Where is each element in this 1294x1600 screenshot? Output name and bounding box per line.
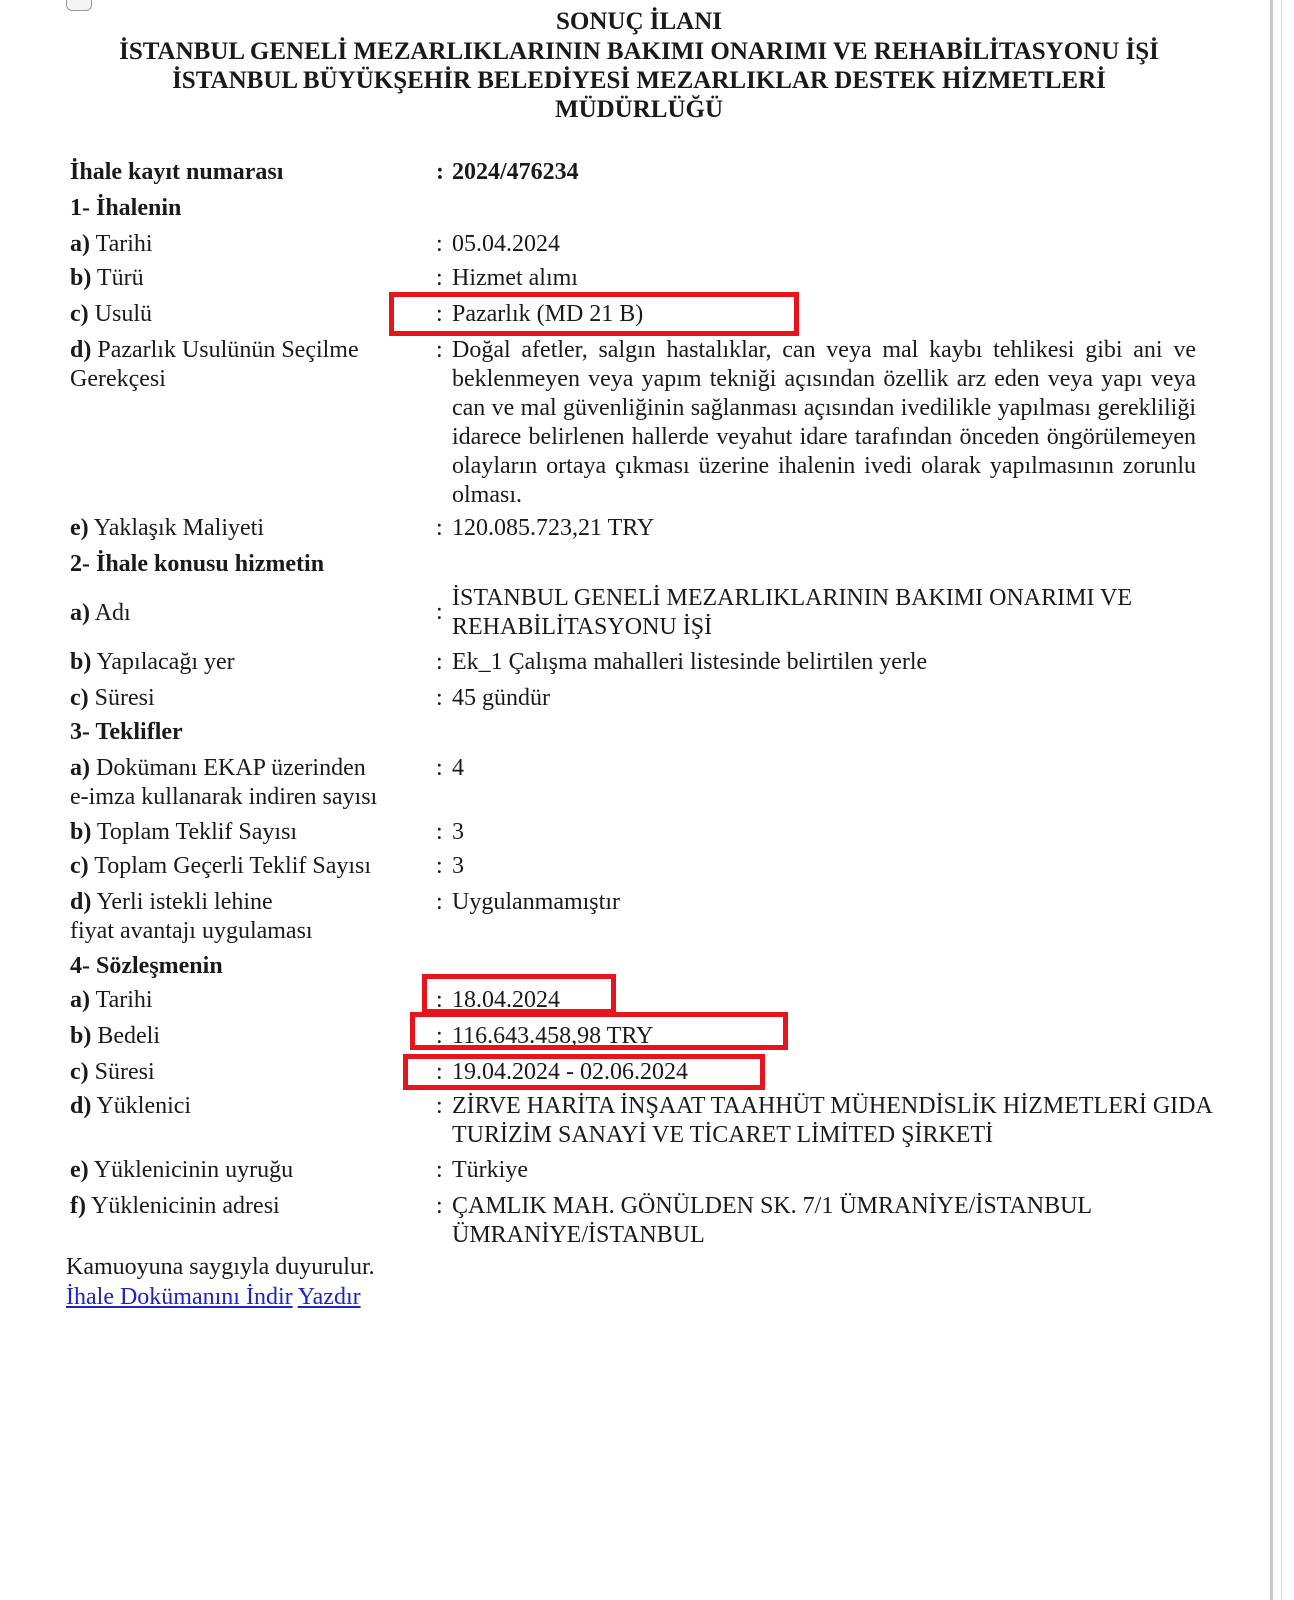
registry-label: İhale kayıt numarası bbox=[70, 159, 284, 185]
page-scroll-edge bbox=[1270, 0, 1294, 1600]
section-4-heading: 4- Sözleşmenin bbox=[70, 953, 223, 979]
s3-teklif-value: : 3 bbox=[436, 819, 464, 845]
section-3-heading: 3- Teklifler bbox=[70, 719, 183, 745]
s4-adres-label: f) Yüklenicinin adresi bbox=[70, 1193, 280, 1219]
footer-links bbox=[66, 1284, 361, 1311]
s1-maliyet-label: e) Yaklaşık Maliyeti bbox=[70, 515, 264, 541]
section-1-heading: 1- İhalenin bbox=[70, 195, 182, 221]
s1-gerekce-label: d) Pazarlık Usulünün Seçilme Gerekçesi bbox=[70, 337, 359, 392]
department-heading: MÜDÜRLÜĞÜ bbox=[554, 96, 724, 123]
s4-yuklenici-value: : ZİRVE HARİTA İNŞAAT TAAHHÜT MÜHENDİSLİK HİZMETLERİ GIDA TURİZİM SANAYİ VE TİCARET LİMİTED ŞİRKETİ bbox=[436, 1093, 1212, 1148]
s1-usulu-label: c) Usulü bbox=[70, 301, 152, 327]
s4-suresi-label: c) Süresi bbox=[70, 1059, 155, 1085]
s4-uyruk-label: e) Yüklenicinin uyruğu bbox=[70, 1157, 294, 1183]
s3-gecerli-value: : 3 bbox=[436, 853, 464, 879]
s1-turu-label: b) Türü bbox=[70, 265, 144, 291]
s3-avantaj-label: d) Yerli istekli lehine fiyat avantajı uygulaması bbox=[70, 889, 313, 944]
s2-yer-value: : Ek_1 Çalışma mahalleri listesinde belirtilen yerle bbox=[436, 649, 928, 675]
s1-maliyet-value: : 120.085.723,21 TRY bbox=[436, 515, 655, 541]
s3-avantaj-value: : Uygulanmamıştır bbox=[436, 889, 620, 915]
print-link[interactable]: Yazdır bbox=[297, 1284, 361, 1310]
section-2-heading: 2- İhale konusu hizmetin bbox=[70, 551, 325, 577]
s3-indiren-value: : 4 bbox=[436, 755, 464, 781]
s1-turu-value: : Hizmet alımı bbox=[436, 265, 578, 291]
s3-gecerli-label: c) Toplam Geçerli Teklif Sayısı bbox=[70, 853, 372, 879]
s4-tarihi-label: a) Tarihi bbox=[70, 987, 153, 1013]
announcement-title: SONUÇ İLANI bbox=[555, 8, 722, 35]
tender-name-heading: İSTANBUL GENELİ MEZARLIKLARININ BAKIMI ONARIMI VE REHABİLİTASYONU İŞİ bbox=[119, 38, 1159, 65]
registry-value: : 2024/476234 bbox=[436, 159, 579, 185]
closing-notice: Kamuoyuna saygıyla duyurulur. bbox=[66, 1254, 375, 1280]
s4-adres-value: : ÇAMLIK MAH. GÖNÜLDEN SK. 7/1 ÜMRANİYE/İSTANBUL ÜMRANİYE/İSTANBUL bbox=[436, 1193, 1092, 1248]
s3-teklif-label: b) Toplam Teklif Sayısı bbox=[70, 819, 298, 845]
s4-bedeli-label: b) Bedeli bbox=[70, 1023, 160, 1049]
highlight-sozlesme-bedeli bbox=[410, 1012, 788, 1050]
s2-suresi-value: : 45 gündür bbox=[436, 685, 550, 711]
s1-usulu-value: : Pazarlık (MD 21 B) bbox=[436, 301, 644, 327]
s4-yuklenici-label: d) Yüklenici bbox=[70, 1093, 192, 1119]
s2-suresi-label: c) Süresi bbox=[70, 685, 155, 711]
s1-gerekce-value: : Doğal afetler, salgın hastalıklar, can veya mal kaybı tehlikesi gibi ani ve beklenmeyen veya yapım tekniği açısından özellik arz eden veya yapı veya can ve mal güvenliğinin sağlanması açısından ivedilikle yapılması gerekliliği idarece belirlenen hallerde veyahut idare tarafından önceden öngörülemeyen olayların ortaya çıkması üzerine ihalenin ivedi olarak yapılmasının zorunlu olması. bbox=[436, 337, 1196, 508]
s1-tarihi-label: a) Tarihi bbox=[70, 231, 153, 257]
s2-yer-label: b) Yapılacağı yer bbox=[70, 649, 235, 675]
s4-tarihi-value: : 18.04.2024 bbox=[436, 987, 560, 1013]
highlight-usulu bbox=[389, 292, 799, 336]
highlight-sozlesme-tarihi bbox=[422, 974, 616, 1014]
s4-uyruk-value: : Türkiye bbox=[436, 1157, 528, 1183]
s2-adi-value: : İSTANBUL GENELİ MEZARLIKLARININ BAKIMI ONARIMI VE REHABİLİTASYONU İŞİ bbox=[436, 585, 1133, 640]
s2-adi-label: a) Adı bbox=[70, 600, 131, 626]
s4-suresi-value: : 19.04.2024 - 02.06.2024 bbox=[436, 1059, 688, 1085]
highlight-sozlesme-suresi bbox=[403, 1054, 765, 1090]
s4-bedeli-value: : 116.643.458,98 TRY bbox=[436, 1023, 654, 1049]
institution-heading: İSTANBUL BÜYÜKŞEHİR BELEDİYESİ MEZARLIKLAR DESTEK HİZMETLERİ bbox=[172, 67, 1106, 94]
s3-indiren-label: a) Dokümanı EKAP üzerinden e-imza kullanarak indiren sayısı bbox=[70, 755, 378, 810]
s1-tarihi-value: : 05.04.2024 bbox=[436, 231, 560, 257]
download-document-link[interactable]: İhale Dokümanını İndir bbox=[66, 1284, 293, 1310]
